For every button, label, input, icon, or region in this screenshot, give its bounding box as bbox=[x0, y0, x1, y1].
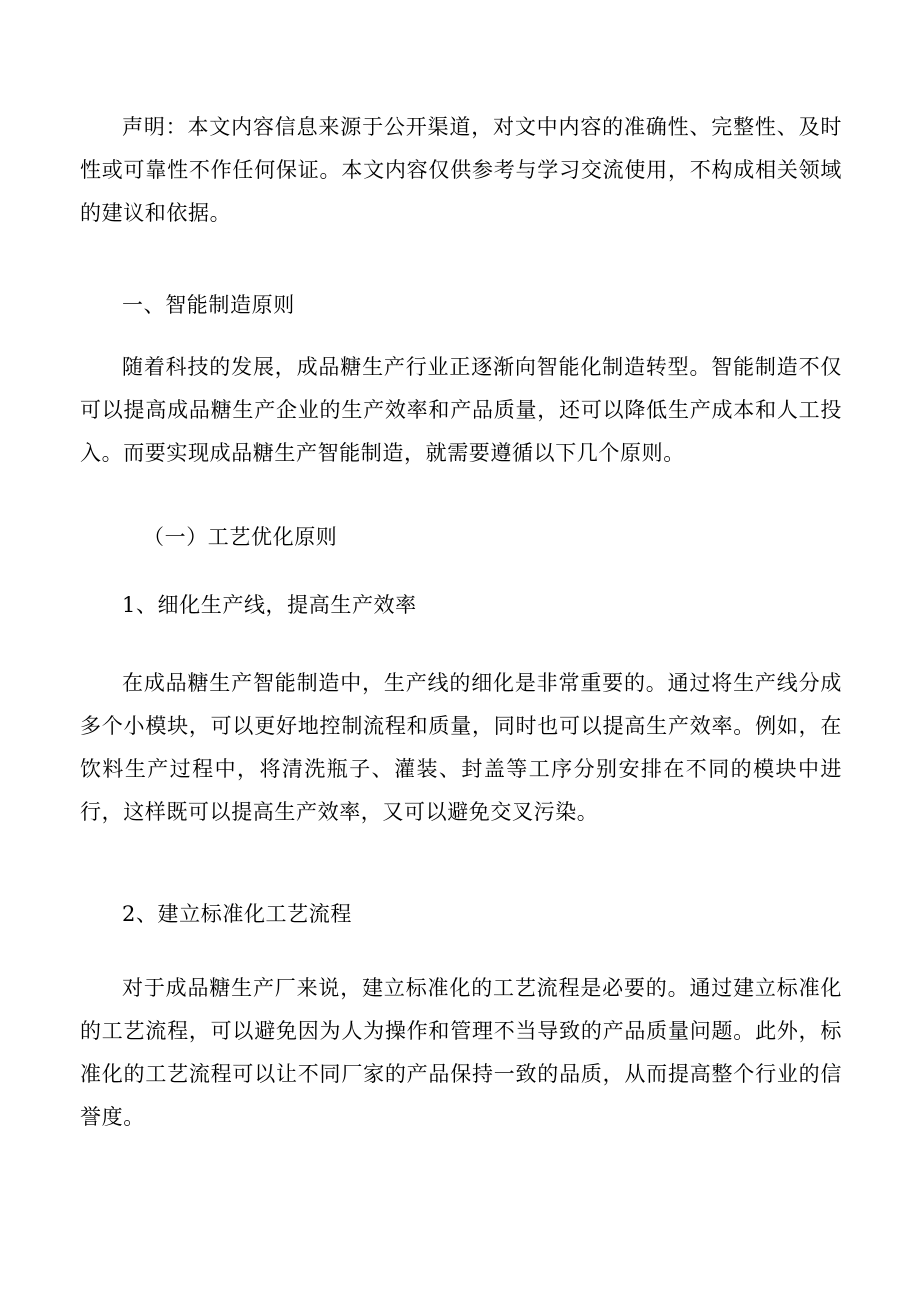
item-2-paragraph: 对于成品糖生产厂来说，建立标准化的工艺流程是必要的。通过建立标准化的工艺流程，可以避免因为人为操作和管理不当导致的产品质量问题。此外，标准化的工艺流程可以让不同厂家的产品保持一致的品质，从而提高整个行业的信誉度。 bbox=[80, 976, 842, 1129]
item-1-heading: 1、细化生产线，提高生产效率 bbox=[122, 593, 417, 617]
subsection-heading: （一）工艺优化原则 bbox=[143, 525, 338, 549]
disclaimer-paragraph: 声明：本文内容信息来源于公开渠道，对文中内容的准确性、完整性、及时性或可靠性不作任何保证。本文内容仅供参考与学习交流使用，不构成相关领域的建议和依据。 bbox=[80, 115, 842, 225]
item-1-paragraph: 在成品糖生产智能制造中，生产线的细化是非常重要的。通过将生产线分成多个小模块，可以更好地控制流程和质量，同时也可以提高生产效率。例如，在饮料生产过程中，将清洗瓶子、灌装、封盖等工序分别安排在不同的模块中进行，这样既可以提高生产效率，又可以避免交叉污染。 bbox=[80, 671, 842, 824]
section-intro-paragraph: 随着科技的发展，成品糖生产行业正逐渐向智能化制造转型。智能制造不仅可以提高成品糖生产企业的生产效率和产品质量，还可以降低生产成本和人工投入。而要实现成品糖生产智能制造，就需要遵循以下几个原则。 bbox=[80, 355, 842, 465]
item-2-heading: 2、建立标准化工艺流程 bbox=[122, 902, 352, 926]
section-heading: 一、智能制造原则 bbox=[122, 293, 295, 317]
